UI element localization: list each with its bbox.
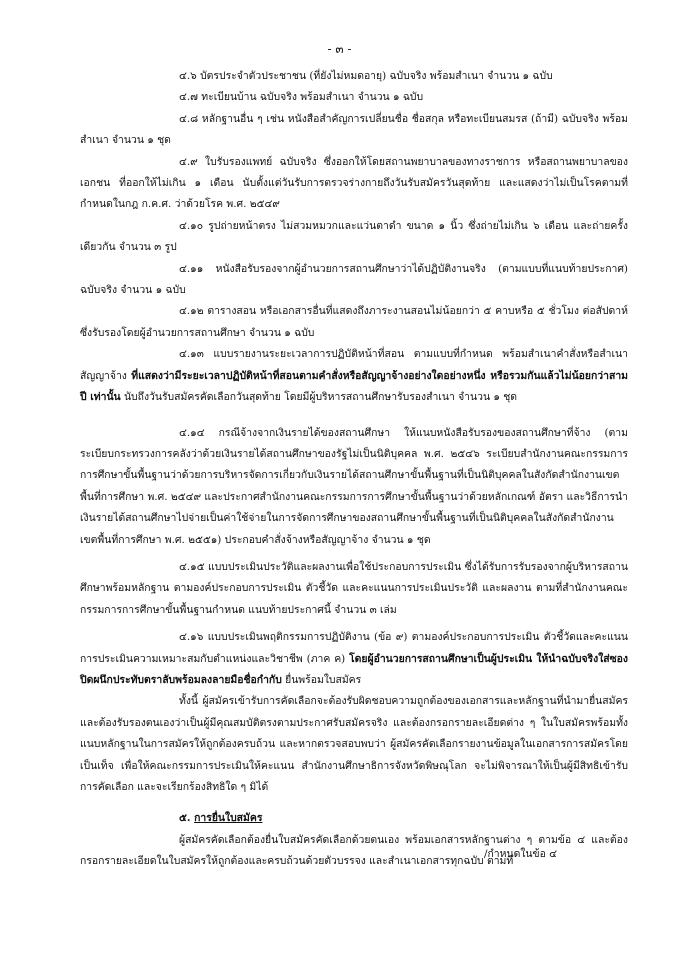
page-number: - ๓ -	[327, 42, 352, 56]
document-body	[80, 66, 628, 873]
item-4-16	[80, 627, 628, 691]
item-4-12: ๔.๑๒ ตารางสอน หรือเอกสารอื่นที่แสดงถึงภาระงานสอนไม่น้อยกว่า ๕ คาบหรือ ๕ ชั่วโมง ต่อสัปดาห์ ซึ่งรับรองโดยผู้อำนวยการสถานศึกษา จำนวน ๑ ฉบับ	[80, 305, 628, 339]
item-4-16-tail: ยื่นพร้อมใบสมัคร	[281, 673, 362, 686]
item-4-10: ๔.๑๐ รูปถ่ายหน้าตรง ไม่สวมหมวกและแว่นตาดำ ขนาด ๑ นิ้ว ซึ่งถ่ายไม่เกิน ๖ เดือน และถ่ายครั้งเดียวกัน จำนวน ๓ รูป	[80, 219, 628, 254]
item-4-6: ๔.๖ บัตรประจำตัวประชาชน (ที่ยังไม่หมดอายุ) ฉบับจริง พร้อมสำเนา จำนวน ๑ ฉบับ	[179, 70, 553, 82]
item-4-16-emphasis: โดยผู้อำนวยการสถานศึกษาเป็นผู้ประเมิน ให้นำฉบับจริงใส่ซองปิดผนึกประทับตราลับพร้อมลงลายมือชื่อกำกับ	[80, 652, 628, 686]
item-4-15: ๔.๑๕ แบบประเมินประวัติและผลงานเพื่อใช้ประกอบการประเมิน ซึ่งได้รับการรับรองจากผู้บริหารสถานศึกษาพร้อมหลักฐาน ตามองค์ประกอบการประเมิน ตัวชี้วัด และคะแนนการประเมินประวัติ และผลงาน ตามที่สำนักงานคณะกรรมการการศึกษาขั้นพื้นฐานกำหนด แนบท้ายประกาศนี้ จำนวน ๓ เล่ม	[80, 560, 628, 616]
item-4-13-text: ๔.๑๓ แบบรายงานระยะเวลาการปฏิบัติหน้าที่สอน ตามแบบที่กำหนด พร้อมสำเนาคำสั่งหรือสำเนาสัญญาจ้าง	[80, 348, 628, 382]
section-5-title: การยื่นใบสมัคร	[194, 812, 263, 825]
section-5-body: ผู้สมัครคัดเลือกต้องยื่นใบสมัครคัดเลือกด้วยตนเอง พร้อมเอกสารหลักฐานต่าง ๆ ตามข้อ ๔ และต้องกรอกรายละเอียดในใบสมัครให้ถูกต้องและครบถ้วนด้วยตัวบรรจง และสำเนาเอกสารทุกฉบับ ตามที่	[80, 833, 628, 868]
certification-paragraph: ทั้งนี้ ผู้สมัครเข้ารับการคัดเลือกจะต้องรับผิดชอบความถูกต้องของเอกสารและหลักฐานที่นำมายื่นสมัครและต้องรับรองตนเองว่าเป็นผู้มีคุณสมบัติตรงตามประกาศรับสมัครจริง และต้องกรอกรายละเอียดต่าง ๆ ในใบสมัครพร้อมทั้งแนบหลักฐานในการสมัครให้ถูกต้องครบถ้วน และหากตรวจสอบพบว่า ผู้สมัครคัดเลือกรายงานข้อมูลในเอกสารการสมัครโดยเป็นเท็จ เพื่อให้คณะกรรมการประเมินให้คะแนน สำนักงานศึกษาธิการจังหวัดพิษณุโลก จะไม่พิจารณาให้เป็นผู้มีสิทธิเข้ารับการคัดเลือก และจะเรียกร้องสิทธิใด ๆ มิได้	[80, 695, 628, 793]
item-4-11: ๔.๑๑ หนังสือรับรองจากผู้อำนวยการสถานศึกษาว่าได้ปฏิบัติงานจริง (ตามแบบที่แนบท้ายประกาศ) ฉบับจริง จำนวน ๑ ฉบับ	[80, 262, 628, 297]
item-4-14: ๔.๑๔ กรณีจ้างจากเงินรายได้ของสถานศึกษา ให้แนบหนังสือรับรองของสถานศึกษาที่จ้าง (ตามระเบียบกระทรวงการคลังว่าด้วยเงินรายได้สถานศึกษาของรัฐไม่เป็นนิติบุคคล พ.ศ. ๒๕๔๖ ระเบียบสำนักงานคณะกรรมการการศึกษาขั้นพื้นฐานว่าด้วยการบริหารจัดการเกี่ยวกับเงินรายได้สถานศึกษาขั้นพื้นฐานที่เป็นนิติบุคคลในสังกัดสำนักงานเขตพื้นที่การศึกษา พ.ศ. ๒๕๔๙ และประกาศสำนักงานคณะกรรมการการศึกษาขั้นพื้นฐานว่าด้วยหลักเกณฑ์ อัตรา และวิธีการนำเงินรายได้สถานศึกษาไปจ่ายเป็นค่าใช้จ่ายในการจัดการศึกษาของสถานศึกษาขั้นพื้นฐานที่เป็นนิติบุคคลในสังกัดสำนักงานเขตพื้นที่การศึกษา พ.ศ. ๒๕๕๑) ประกอบคำสั่งจ้างหรือสัญญาจ้าง จำนวน ๑ ชุด	[80, 426, 628, 546]
section-5-number: ๕.	[179, 812, 195, 825]
item-4-13	[80, 344, 628, 408]
item-4-13-tail: นับถึงวันรับสมัครคัดเลือกวันสุดท้าย โดยมีผู้บริหารสถานศึกษารับรองสำเนา จำนวน ๑ ชุด	[120, 391, 518, 404]
item-4-7: ๔.๗ ทะเบียนบ้าน ฉบับจริง พร้อมสำเนา จำนวน ๑ ฉบับ	[179, 91, 424, 104]
item-4-8: ๔.๘ หลักฐานอื่น ๆ เช่น หนังสือสำคัญการเปลี่ยนชื่อ ชื่อสกุล หรือทะเบียนสมรส (ถ้ามี) ฉบับจริง พร้อมสำเนา จำนวน ๑ ชุด	[80, 112, 628, 147]
section-5-heading	[80, 808, 628, 829]
item-4-13-emphasis: ที่แสดงว่ามีระยะเวลาปฏิบัติหน้าที่สอนตามคำสั่งหรือสัญญาจ้างอย่างใดอย่างหนึ่ง หรือรวมกันแล้วไม่น้อยกว่าสามปี เท่านั้น	[80, 369, 628, 404]
continuation-note: /กำหนดในข้อ ๔	[484, 848, 558, 860]
item-4-16-text: ๔.๑๖ แบบประเมินพฤติกรรมการปฏิบัติงาน (ข้อ ๙) ตามองค์ประกอบการประเมิน ตัวชี้วัดและคะแนนการประเมินความเหมาะสมกับตำแหน่งและวิชาชีพ (ภาค ค)	[80, 631, 628, 665]
item-4-9: ๔.๙ ใบรับรองแพทย์ ฉบับจริง ซึ่งออกให้โดยสถานพยาบาลของทางราชการ หรือสถานพยาบาลของเอกชน ที่ออกให้ไม่เกิน ๑ เดือน นับตั้งแต่วันรับการตรวจร่างกายถึงวันรับสมัครวันสุดท้าย และแสดงว่าไม่เป็นโรคตามที่กำหนดในกฎ ก.ค.ศ. ว่าด้วยโรค พ.ศ. ๒๕๔๙	[80, 155, 628, 211]
